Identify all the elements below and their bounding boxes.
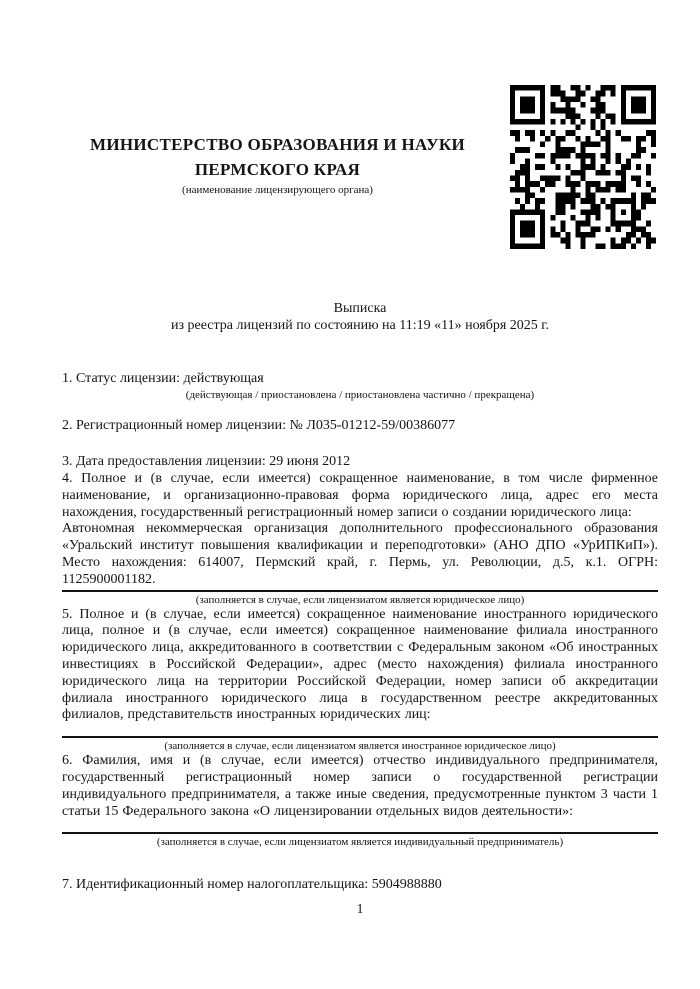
entrepreneur-fill-line — [62, 832, 658, 834]
foreign-entity-caption: (заполняется в случае, если лицензиатом является иностранное юридическое лицо) — [164, 740, 556, 753]
license-status: 1. Статус лицензии: действующая — [62, 370, 264, 386]
license-registration-number: 2. Регистрационный номер лицензии: № Л035-01212-59/00386077 — [62, 418, 456, 434]
entrepreneur-caption: (заполняется в случае, если лицензиатом является индивидуальный предприниматель) — [156, 836, 564, 849]
foreign-entity-question: 5. Полное и (в случае, если имеется) сокращенное наименование иностранного юридического лица, полное и (в случае, если имеется) сокращенное наименование филиала иностранного юридического лица, аккредитованного в соответствии с Федеральным законом «Об иностранных инвестициях в Российской Федерации», адрес (место нахождения) филиала иностранного юридического лица на территории Российской Федерации, номер записи об аккредитации филиала иностранного юридического лица в государственном реестре аккредитованных филиалов, представительств иностранных юридических лиц: — [62, 606, 658, 723]
license-grant-date: 3. Дата предоставления лицензии: 29 июня 2012 — [62, 454, 351, 470]
legal-entity-question: 4. Полное и (в случае, если имеется) сокращенное наименование, в том числе фирменное наименование, и организационно-правовая форма юридического лица, адрес его места нахождения, государственный регистрационный номер записи о создании юридического лица: — [62, 470, 658, 520]
legal-entity-fill-line — [62, 590, 658, 592]
legal-entity-answer: Автономная некоммерческая организация дополнительного профессионального образования «Уральский институт повышения квалификации и переподготовки» (АНО ДПО «УрИПКиП»). Место нахождения: 614007, Пермский край, г. Пермь, ул. Революции, д.5, к.1. ОГРН: 1125900001182. — [62, 521, 658, 587]
ministry-name-line2: ПЕРМСКОГО КРАЯ — [194, 160, 361, 179]
document-body — [62, 301, 658, 919]
page-number: 1 — [356, 902, 364, 918]
header-caption: (наименование лицензирующего органа) — [182, 184, 373, 196]
legal-entity-caption: (заполняется в случае, если лицензиатом является юридическое лицо) — [195, 593, 525, 606]
license-status-options-caption: (действующая / приостановлена / приостановлена частично / прекращена) — [185, 389, 535, 402]
doc-title: Выписка — [333, 301, 387, 316]
taxpayer-id: 7. Идентификационный номер налогоплательщика: 5904988880 — [62, 877, 442, 893]
ministry-name-line1: МИНИСТЕРСТВО ОБРАЗОВАНИЯ И НАУКИ — [89, 135, 466, 154]
entrepreneur-question: 6. Фамилия, имя и (в случае, если имеется) отчество индивидуального предпринимателя, государственный регистрационный номер записи о государственной регистрации индивидуального предпринимателя, а также иные сведения, предусмотренные пунктом 3 части 1 статьи 15 Федерального закона «О лицензировании отдельных видов деятельности»: — [62, 753, 658, 819]
licensing-authority-header — [40, 132, 515, 197]
doc-subtitle: из реестра лицензий по состоянию на 11:19 «11» ноября 2025 г. — [171, 317, 549, 333]
qr-code-icon — [510, 85, 656, 249]
foreign-entity-fill-line — [62, 736, 658, 738]
